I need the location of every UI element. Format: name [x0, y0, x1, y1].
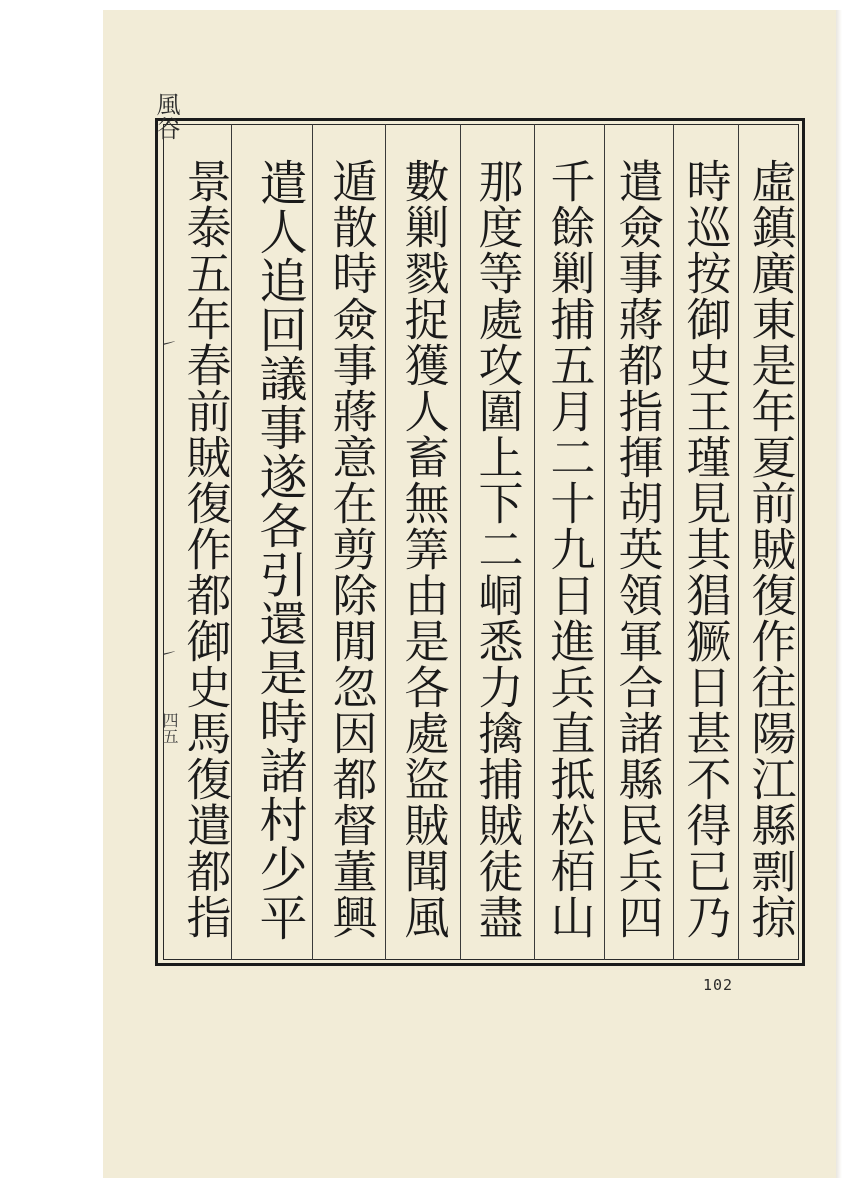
page-edge-shadow — [836, 10, 842, 1178]
column-text: 數剿戮捉獲人畜無筭由是各處盜賊聞風 — [396, 158, 450, 940]
text-column-2 — [672, 158, 738, 958]
text-column-6 — [390, 158, 456, 958]
text-column-5 — [464, 158, 530, 958]
page-number: 102 — [703, 976, 734, 994]
column-text: 景泰五年春前賊復作都御史馬復遣都指 — [178, 158, 232, 940]
column-divider — [312, 124, 313, 960]
text-column-1 — [737, 158, 803, 958]
column-text: 千餘剿捕五月二十九日進兵直抵松栢山 — [542, 158, 596, 940]
side-mark: 四五 — [160, 712, 179, 744]
column-text: 時巡按御史王瑾見其猖獗日甚不得已乃 — [678, 158, 732, 940]
text-column-7 — [318, 158, 384, 958]
column-divider — [460, 124, 461, 960]
text-column-3 — [604, 158, 670, 958]
text-column-4 — [536, 158, 602, 958]
column-text: 遁散時僉事蔣意在剪除閒忽因都督董興 — [324, 158, 378, 940]
text-column-8 — [246, 158, 312, 958]
column-text: 遣人追回議事遂各引還是時諸村少平 — [251, 158, 307, 942]
margin-title: 風谷 — [152, 92, 180, 140]
column-divider — [534, 124, 535, 960]
column-text: 那度等處攻圍上下二峒悉力擒捕賊徒盡 — [470, 158, 524, 940]
column-text: 遣僉事蔣都指揮胡英領軍合諸縣民兵四 — [610, 158, 664, 940]
column-text: 虛鎮廣東是年夏前賊復作往陽江縣剽掠 — [743, 158, 797, 940]
side-mark: ㇀ — [160, 644, 178, 665]
side-mark: ㇀ — [160, 334, 178, 355]
column-divider — [385, 124, 386, 960]
text-column-9 — [172, 158, 238, 958]
